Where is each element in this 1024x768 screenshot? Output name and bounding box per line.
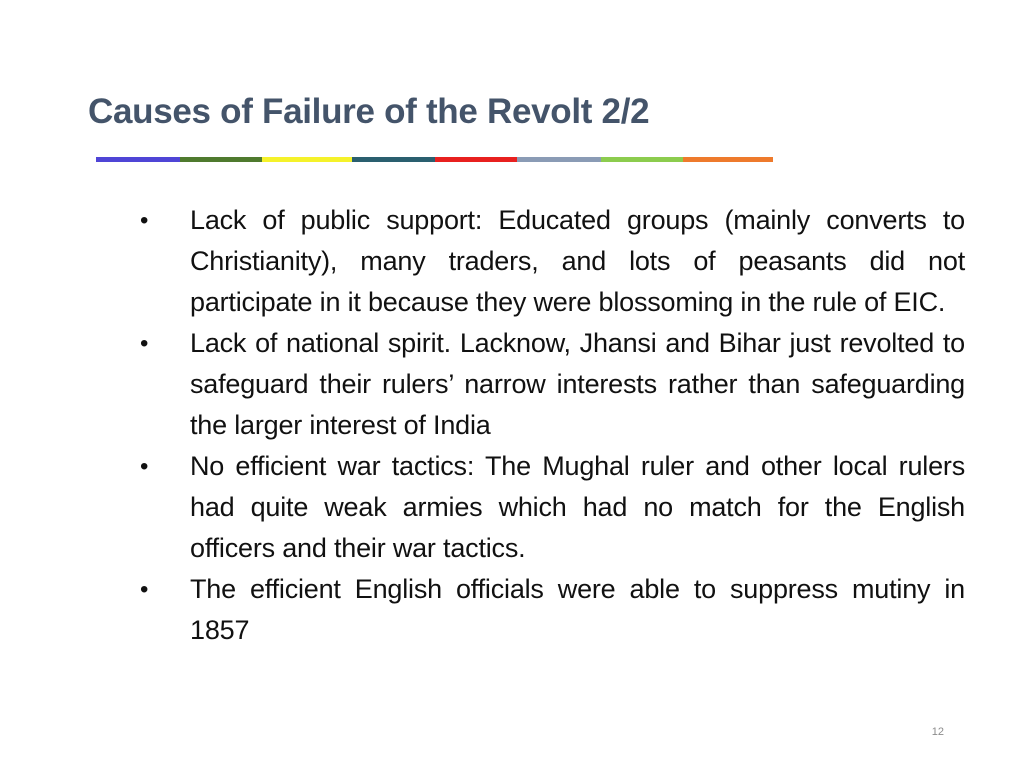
color-bar-segment [96,157,180,162]
color-bar-segment [517,157,601,162]
title-color-bar [96,157,773,162]
bullet-item [140,200,965,323]
bullet-icon: • [140,207,149,234]
color-bar-segment [683,157,773,162]
color-bar-segment [601,157,683,162]
bullet-text: Lack of public support: Educated groups (mainly converts to Christianity), many traders, and lots of peasants did not participate in it because they were blossoming in the rule of EIC. [190,205,965,317]
bullet-icon: • [140,330,149,357]
color-bar-segment [180,157,262,162]
bullet-item [140,446,965,569]
slide-title: Causes of Failure of the Revolt 2/2 [88,92,650,131]
bullet-text: The efficient English officials were able to suppress mutiny in 1857 [190,574,965,645]
bullet-list [140,200,965,651]
bullet-text: Lack of national spirit. Lacknow, Jhansi and Bihar just revolted to safeguard their rulers’ narrow interests rather than safeguarding the larger interest of India [190,328,965,440]
page-number: 12 [931,726,944,738]
color-bar-segment [352,157,435,162]
bullet-text: No efficient war tactics: The Mughal ruler and other local rulers had quite weak armies which had no match for the English officers and their war tactics. [190,451,965,563]
bullet-icon: • [140,576,149,603]
color-bar-segment [435,157,517,162]
color-bar-segment [262,157,352,162]
bullet-item [140,323,965,446]
bullet-icon: • [140,453,149,480]
bullet-item [140,569,965,651]
